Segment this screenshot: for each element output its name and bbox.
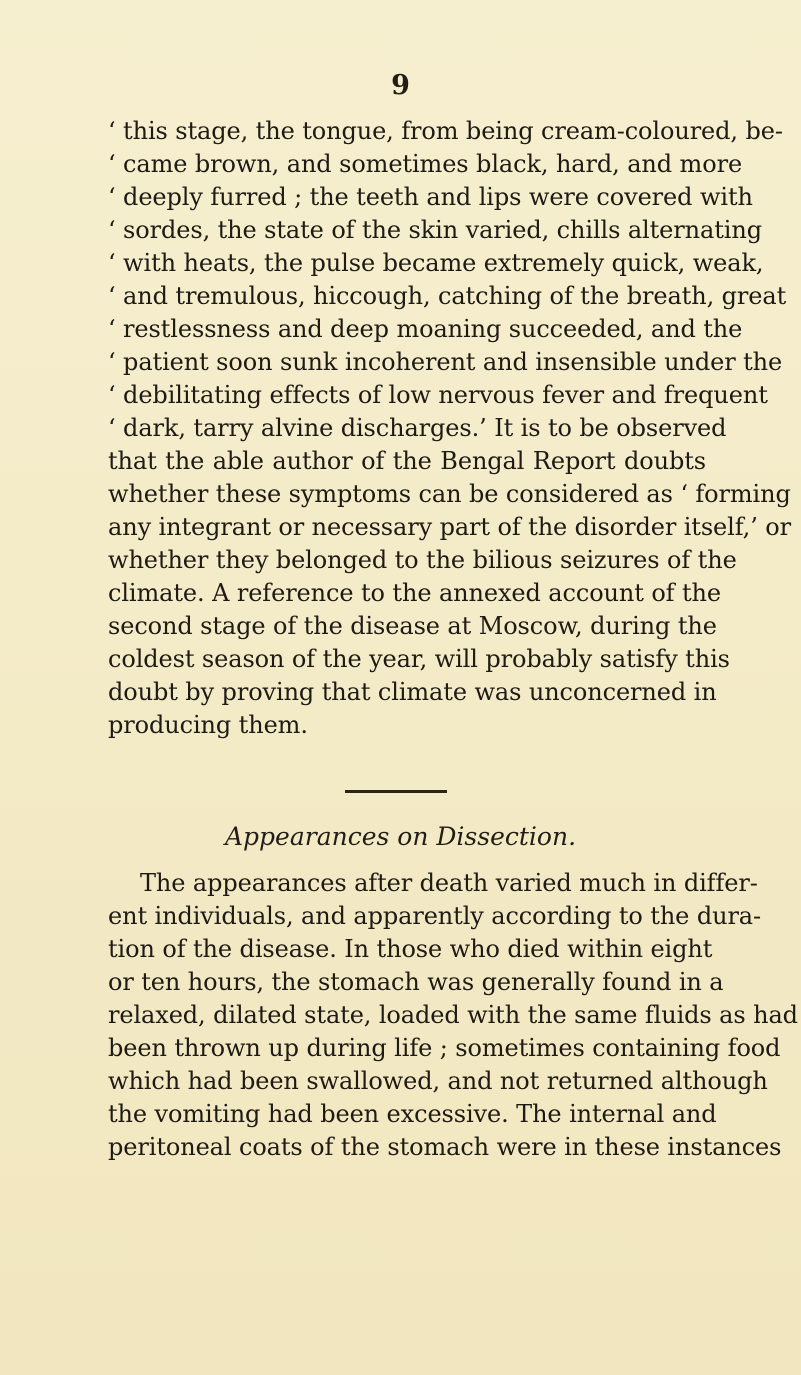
text-line: peritoneal coats of the stomach were in these instances [108,1133,782,1161]
text-line: any integrant or necessary part of the disorder itself,’ or [108,513,791,541]
paragraph-2 [108,867,798,1164]
section-heading: Appearances on Dissection. [224,822,577,851]
text-line: The appearances after death varied much in differ- [140,869,758,897]
page-number: 9 [391,70,410,101]
text-line: ‘ patient soon sunk incoherent and insensible under the [108,348,783,376]
text-line: ‘ dark, tarry alvine discharges.’ It is to be observed [108,414,727,442]
text-line: doubt by proving that climate was unconcerned in [108,678,717,706]
text-line: ‘ came brown, and sometimes black, hard, and more [108,150,743,178]
text-line: which had been swallowed, and not returned although [108,1067,768,1095]
text-line: ‘ with heats, the pulse became extremely quick, weak, [108,249,764,277]
text-line: ‘ deeply furred ; the teeth and lips were covered with [108,183,753,211]
text-line: that the able author of the Bengal Report doubts [108,447,706,475]
text-line: climate. A reference to the annexed account of the [108,579,722,607]
text-line: ‘ sordes, the state of the skin varied, chills alternating [108,216,762,244]
text-line: ent individuals, and apparently according to the dura- [108,902,762,930]
paragraph-1 [108,115,791,742]
text-line: the vomiting had been excessive. The internal and [108,1100,717,1128]
text-line: ‘ this stage, the tongue, from being cream-coloured, be- [108,117,783,145]
text-line: ‘ restlessness and deep moaning succeeded, and the [108,315,743,343]
text-line: coldest season of the year, will probably satisfy this [108,645,730,673]
text-line: relaxed, dilated state, loaded with the same fluids as had [108,1001,798,1029]
text-line: ‘ and tremulous, hiccough, catching of the breath, great [108,282,787,310]
text-line: or ten hours, the stomach was generally found in a [108,968,724,996]
text-line: producing them. [108,711,308,739]
section-divider [345,790,447,793]
text-line: tion of the disease. In those who died within eight [108,935,713,963]
text-line: ‘ debilitating effects of low nervous fever and frequent [108,381,768,409]
text-line: whether they belonged to the bilious seizures of the [108,546,737,574]
text-line: second stage of the disease at Moscow, during the [108,612,717,640]
text-line: been thrown up during life ; sometimes containing food [108,1034,781,1062]
text-line: whether these symptoms can be considered as ‘ forming [108,480,791,508]
